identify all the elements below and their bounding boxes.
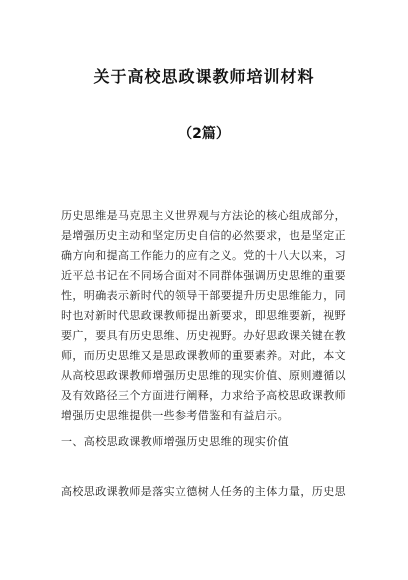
section-heading-1	[61, 432, 361, 452]
paragraph-line: 近平总书记在不同场合面对不同群体强调历史思维的重要	[61, 269, 346, 282]
paragraph-line: 从高校思政课教师增强历史思维的现实价值、原则遵循以	[61, 369, 346, 382]
paragraph-line: 师，而历史思维又是思政课教师的重要素养。对此，本文	[61, 349, 346, 362]
paragraph-line: 要广，要具有历史思维、历史视野。办好思政课关键在教	[61, 329, 346, 342]
body-paragraph-2	[61, 482, 361, 502]
paragraph-line: 及有效路径三个方面进行阐释，力求给予高校思政课教师	[61, 389, 346, 402]
body-paragraph-1	[61, 206, 361, 426]
paragraph-line: 确方向和提高工作能力的应有之义。党的十八大以来，习	[61, 249, 346, 262]
paragraph-line: 是增强历史主动和坚定历史自信的必然要求，也是坚定正	[61, 229, 346, 242]
section-heading-text: 一、高校思政课教师增强历史思维的现实价值	[61, 435, 289, 448]
paragraph-line: 性，明确表示新时代的领导干部要提升历史思维能力，同	[61, 289, 346, 302]
paragraph-line: 高校思政课教师是落实立德树人任务的主体力量，历史思	[61, 485, 346, 498]
paragraph-line: 增强历史思维提供一些参考借鉴和有益启示。	[61, 409, 289, 422]
paragraph-line: 历史思维是马克思主义世界观与方法论的核心组成部分，	[61, 209, 346, 222]
document-subtitle: （2篇）	[178, 126, 230, 142]
document-title: 关于高校思政课教师培训材料	[93, 67, 315, 86]
paragraph-line: 时也对新时代思政课教师提出新要求，即思维要新，视野	[61, 309, 346, 322]
